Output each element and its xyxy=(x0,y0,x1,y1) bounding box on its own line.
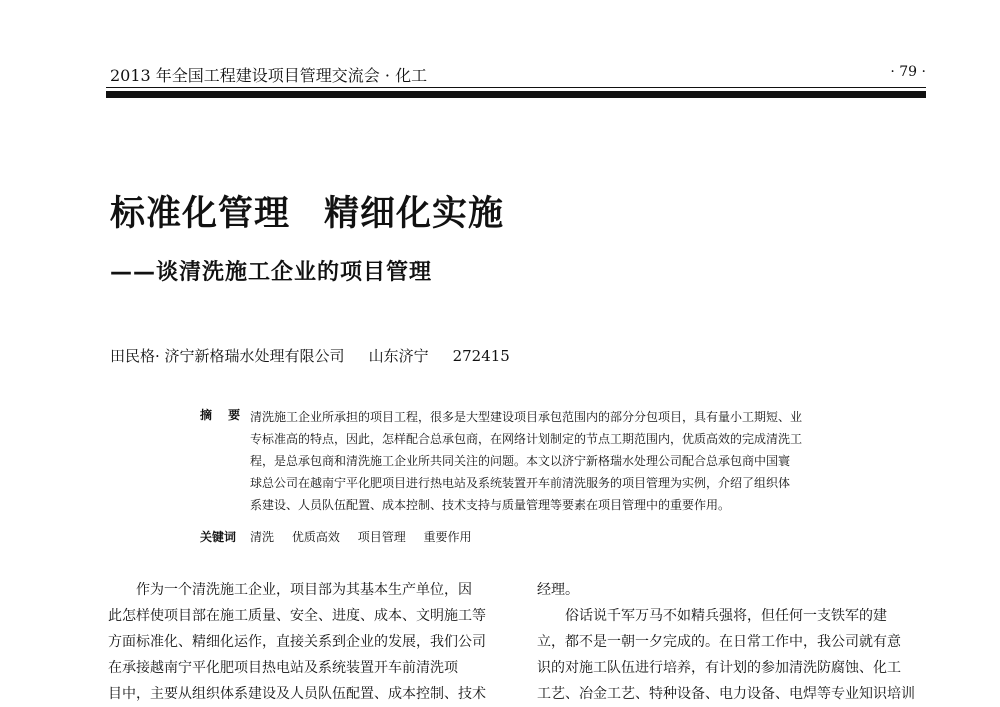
body-line: 此怎样使项目部在施工质量、安全、进度、成本、文明施工等 xyxy=(108,608,486,624)
body-line: 工艺、冶金工艺、特种设备、电力设备、电焊等专业知识培训 xyxy=(537,686,915,702)
keywords-list xyxy=(250,528,486,545)
abstract-line: 程，是总承包商和清洗施工企业所共同关注的问题。本文以济宁新格瑞水处理公司配合总承包商中国寰 xyxy=(250,454,791,468)
keyword: 重要作用 xyxy=(423,530,472,544)
abstract-line: 清洗施工企业所承担的项目工程，很多是大型建设项目承包范围内的部分分包项目，具有量小工期短、业 xyxy=(250,410,803,424)
author-line xyxy=(110,345,510,366)
header-rule-thick xyxy=(106,91,926,98)
postal-code: 272415 xyxy=(452,347,510,365)
keyword: 清洗 xyxy=(250,530,275,544)
body-line: 在承接越南宁平化肥项目热电站及系统装置开车前清洗项 xyxy=(108,660,458,676)
article-title xyxy=(110,186,504,236)
keyword: 优质高效 xyxy=(291,530,340,544)
header-rule-thin xyxy=(106,87,926,88)
abstract-line: 系建设、人员队伍配置、成本控制、技术支持与质量管理等要素在项目管理中的重要作用。 xyxy=(250,498,731,512)
body-column-right xyxy=(537,577,929,707)
abstract-label: 摘 要 xyxy=(200,408,247,422)
keyword: 项目管理 xyxy=(357,530,406,544)
abstract-text xyxy=(250,406,890,516)
author-affiliation: · 济宁新格瑞水处理有限公司 xyxy=(155,347,345,365)
body-line: 立，都不是一朝一夕完成的。在日常工作中，我公司就有意 xyxy=(537,634,901,650)
body-line: 俗话说千军万马不如精兵强将，但任何一支铁军的建 xyxy=(565,608,887,624)
running-header-journal: 2013 年全国工程建设项目管理交流会 · 化工 xyxy=(110,66,428,85)
author-location: 山东济宁 xyxy=(368,347,429,365)
title-part-2: 精细化实施 xyxy=(324,193,505,234)
body-line: 经理。 xyxy=(537,582,579,598)
body-line: 识的对施工队伍进行培养，有计划的参加清洗防腐蚀、化工 xyxy=(537,660,901,676)
body-line: 方面标准化、精细化运作，直接关系到企业的发展，我们公司 xyxy=(108,634,486,650)
title-part-1: 标准化管理 xyxy=(110,193,291,234)
body-column-left xyxy=(108,577,506,707)
body-line: 作为一个清洗施工企业，项目部为其基本生产单位，因 xyxy=(136,582,472,598)
page-number: · 79 · xyxy=(890,64,926,80)
keywords-label: 关键词 xyxy=(200,530,237,544)
abstract-line: 专标准高的特点，因此，怎样配合总承包商，在网络计划制定的节点工期范围内，优质高效的完成清洗工 xyxy=(250,432,803,446)
body-line: 目中，主要从组织体系建设及人员队伍配置、成本控制、技术 xyxy=(108,686,486,702)
author-name: 田民格 xyxy=(110,347,156,365)
abstract-line: 球总公司在越南宁平化肥项目进行热电站及系统装置开车前清洗服务的项目管理为实例，介绍了组织体 xyxy=(250,476,791,490)
article-subtitle: ——谈清洗施工企业的项目管理 xyxy=(110,260,433,285)
